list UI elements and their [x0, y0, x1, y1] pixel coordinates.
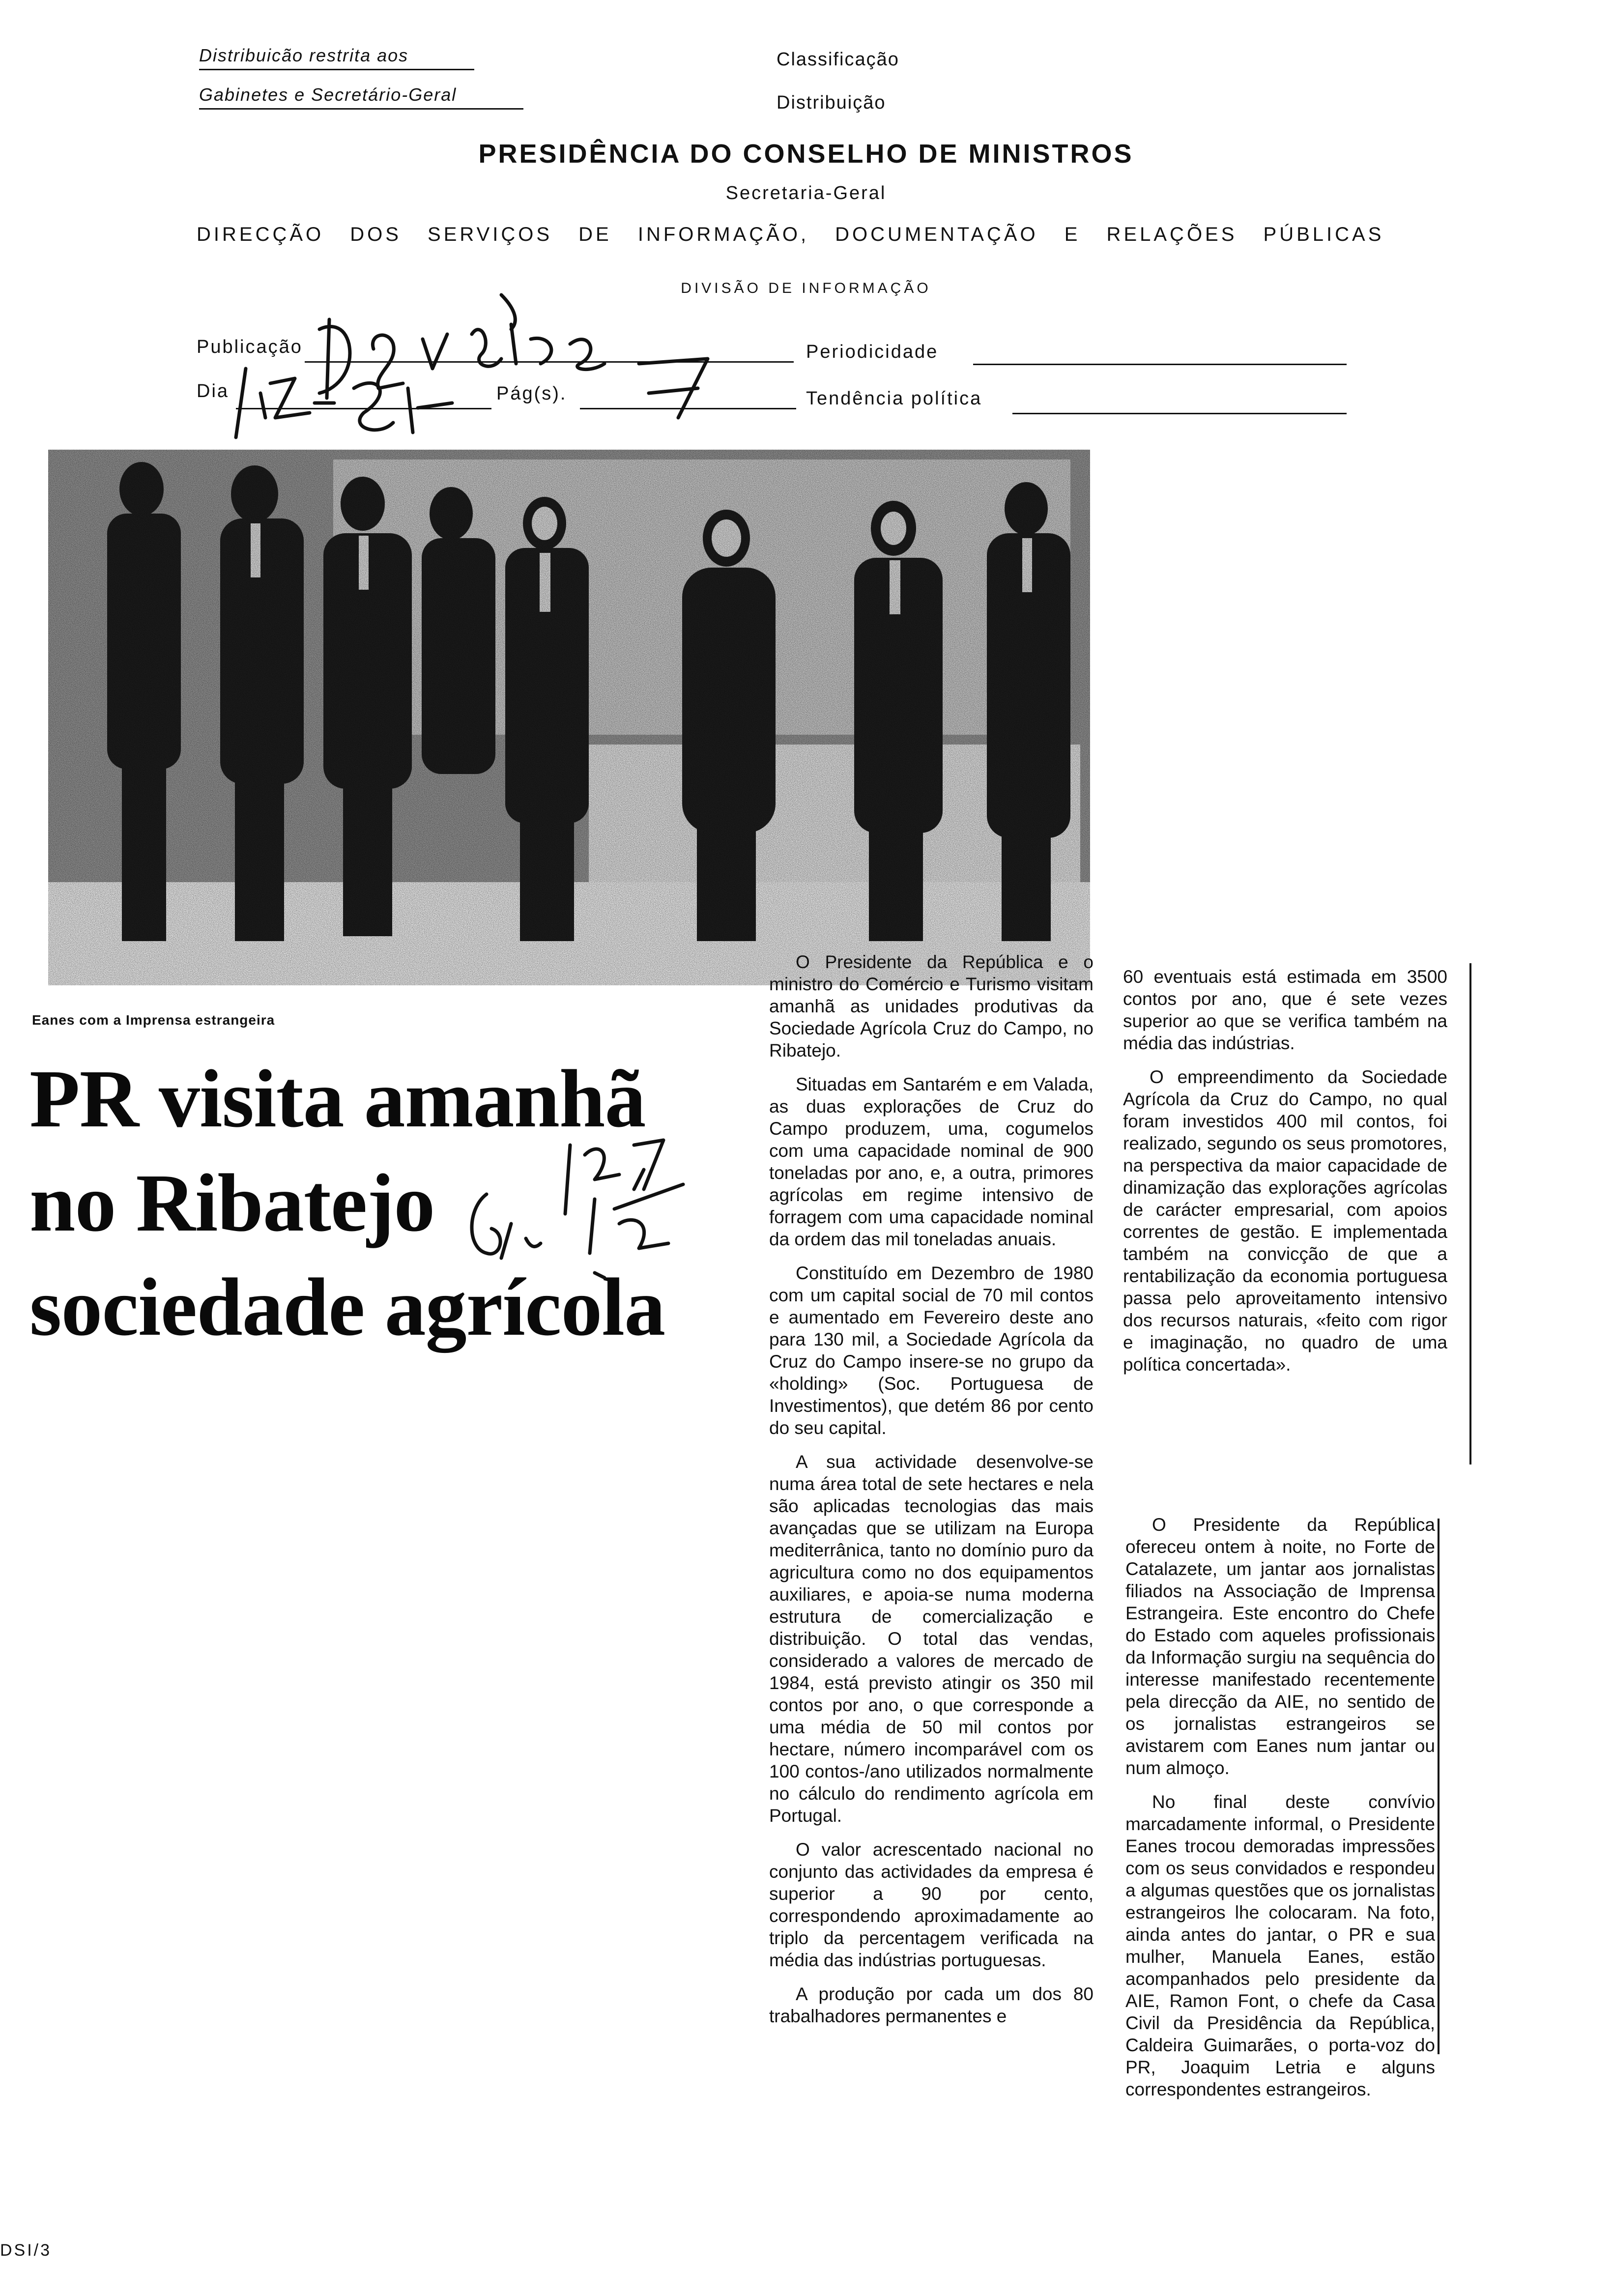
- distribution-label: Distribuição: [777, 92, 886, 113]
- article-column-2-top: [1123, 966, 1447, 1387]
- article-paragraph: Situadas em Santarém e em Valada, as duas explorações de Cruz do Campo produzem, uma, cogumelos com uma capacidade nominal de 900 toneladas por ano, e, a outra, primores agrícolas em regime intensivo de forragem com uma capacidade nominal da ordem das mil toneladas anuais.: [769, 1074, 1094, 1249]
- headline-line-2: no Ribatejo: [29, 1157, 435, 1249]
- article-paragraph: 60 eventuais está estimada em 3500 contos por ano, que é sete vezes superior ao que se verifica também na média das indústrias.: [1123, 967, 1447, 1053]
- division-line: DIVISÃO DE INFORMAÇÃO: [681, 280, 931, 296]
- article-column-2-bottom: [1125, 1514, 1435, 2112]
- article-paragraph: No final deste convívio marcadamente informal, o Presidente Eanes trocou demoradas impressões com os seus convidados e respondeu a algumas questões que os jornalistas estrangeiros lhe colocaram. Na foto, ainda antes do jantar, o PR e sua mulher, Manuela Eanes, estão acompanhados pelo presidente da AIE, Ramon Font, o chefe da Casa Civil da Presidência da República, Caldeira Guimarães, o porta-voz do PR, Joaquim Letria e alguns correspondentes estrangeiros.: [1125, 1792, 1435, 2099]
- article-paragraph: A produção por cada um dos 80 trabalhadores permanentes e: [769, 1984, 1094, 2026]
- political-tendency-label: Tendência política: [806, 388, 982, 409]
- article-paragraph: O Presidente da República e o ministro do Comércio e Turismo visitam amanhã as unidades produtivas da Sociedade Agrícola Cruz do Campo, no Ribatejo.: [769, 952, 1094, 1061]
- article-column-1: [769, 951, 1094, 2039]
- headline-line-1: PR visita amanhã: [29, 1053, 646, 1145]
- column-rule: [1438, 1519, 1439, 2054]
- news-photo: [48, 450, 1090, 985]
- article-paragraph: A sua actividade desenvolve-se numa área total de sete hectares e nela são aplicadas tecnologias das mais avançadas que se utilizam na Europa mediterrânica, tanto no domínio puro da agricultura como no dos equipamentos auxiliares, e apoia-se numa moderna estrutura de comercialização e distribuição. O total das vendas, considerado a valores de mercado de 1984, está previsto atingir os 350 mil contos por ano, o que corresponde a uma média de 50 mil contos por hectare, número incomparável com os 100 contos-/ano utilizados normalmente no cálculo do rendimento agrícola em Portugal.: [769, 1452, 1094, 1826]
- periodicity-field-line: [973, 364, 1347, 365]
- pages-label: Pág(s).: [496, 383, 567, 404]
- article-paragraph: Constituído em Dezembro de 1980 com um capital social de 70 mil contos e aumentado em Fevereiro deste ano para 130 mil, a Sociedade Agrícola da Cruz do Campo insere-se no grupo da «holding» (Soc. Portuguesa de Investimentos), que detém 86 por cento do seu capital.: [769, 1263, 1094, 1438]
- distribution-note-line-2: Gabinetes e Secretário-Geral: [199, 85, 523, 110]
- article-paragraph: O empreendimento da Sociedade Agrícola da Cruz do Campo, no qual foram investidos 400 mil contos, foi realizado, segundo os seus promotores, na perspectiva da maior capacidade de dinamização das explorações agrícolas de carácter empresarial, com apoios correntes de gestão. E implementada também na convicção de que a rentabilização da economia portuguesa passa pelo aproveitamento intensivo dos recursos naturais, «feito com rigor e imaginação, no quadro de uma política concertada».: [1123, 1067, 1447, 1375]
- headline-line-3: sociedade agrícola: [29, 1262, 665, 1353]
- ministry-title: PRESIDÊNCIA DO CONSELHO DE MINISTROS: [478, 139, 1134, 169]
- column-rule: [1469, 963, 1471, 1464]
- secretariat-subtitle: Secretaria-Geral: [725, 183, 887, 203]
- directorate-line: DIRECÇÃO DOS SERVIÇOS DE INFORMAÇÃO, DOCUMENTAÇÃO E RELAÇÕES PÚBLICAS: [197, 224, 1384, 245]
- classification-label: Classificação: [777, 49, 899, 70]
- publication-label: Publicação: [197, 337, 303, 357]
- handwritten-publication-date: [216, 290, 757, 457]
- footer-code: DSI/3: [0, 2241, 52, 2260]
- political-tendency-field-line: [1012, 413, 1347, 414]
- distribution-note-line-1: Distribuicão restrita aos: [199, 45, 474, 70]
- article-paragraph: O valor acrescentado nacional no conjunto das actividades da empresa é superior a 90 por cento, correspondendo aproximadamente ao triplo da percentagem verificada na média das indústrias portuguesas.: [769, 1839, 1094, 1970]
- day-label: Dia: [197, 381, 230, 402]
- handwritten-margin-note: [457, 1125, 732, 1312]
- article-paragraph: O Presidente da República ofereceu ontem à noite, no Forte de Catalazete, um jantar aos jornalistas filiados na Associação de Imprensa Estrangeira. Este encontro do Chefe do Estado com aqueles profissionais da Informação surgiu na sequência do interesse manifestado recentemente pela direcção da AIE, no sentido de os jornalistas estrangeiros se avistarem com Eanes num jantar ou num almoço.: [1125, 1515, 1435, 1778]
- periodicity-label: Periodicidade: [806, 342, 939, 362]
- photo-caption: Eanes com a Imprensa estrangeira: [32, 1012, 275, 1028]
